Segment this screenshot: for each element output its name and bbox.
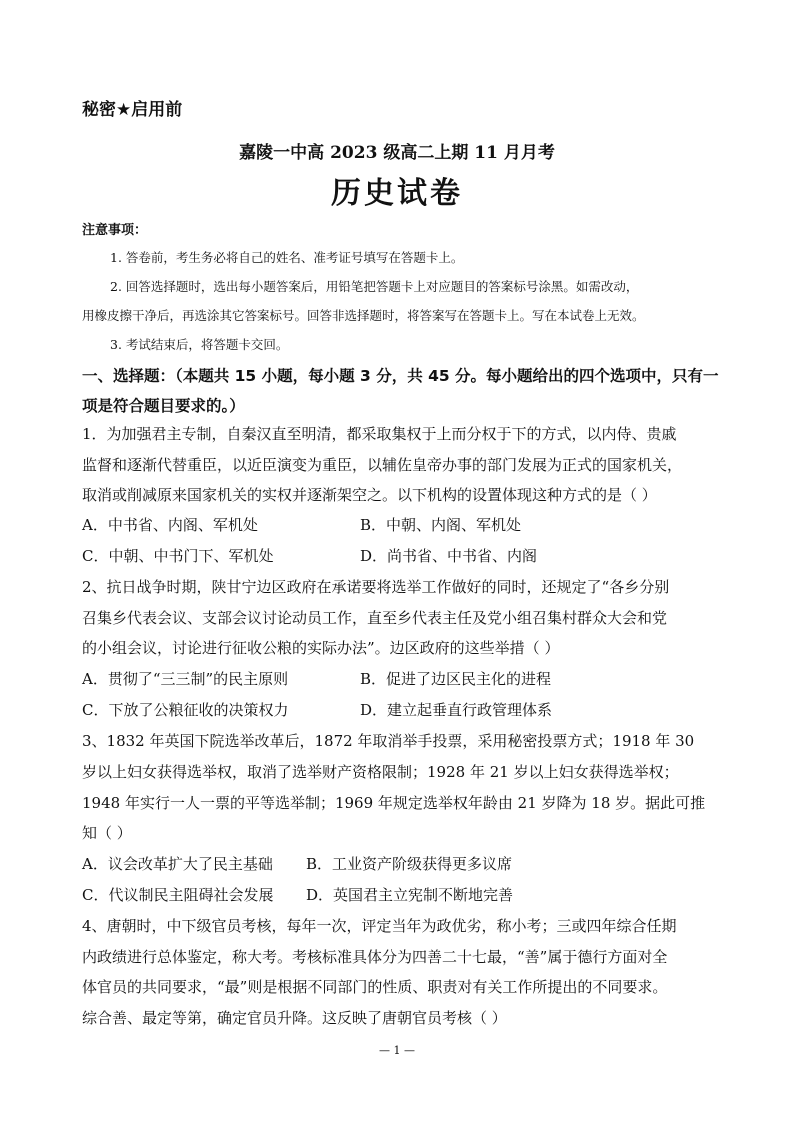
- section-heading: 一、选择题：（本题共 15 小题，每小题 3 分，共 45 分。每小题给出的四个选项中，只有一: [82, 367, 719, 385]
- question-2-option-d: D．建立起垂直行政管理体系: [360, 701, 553, 719]
- question-3-line-3: 1948 年实行一人一票的平等选举制；1969 年规定选举权年龄由 21 岁降为 18 岁。据此可推: [82, 794, 706, 812]
- question-3-option-a: A．议会改革扩大了民主基础: [82, 855, 273, 873]
- question-3-option-b: B．工业资产阶级获得更多议席: [306, 855, 513, 873]
- exam-subtitle: 嘉陵一中高 2023 级高二上期 11 月月考: [239, 143, 555, 163]
- page-title: 历史试卷: [331, 176, 463, 211]
- notice-item-2-cont: 用橡皮擦干净后，再选涂其它答案标号。回答非选择题时，将答案写在答题卡上。写在本试卷上无效。: [82, 308, 645, 323]
- question-2-option-a: A．贯彻了“三三制”的民主原则: [82, 670, 289, 688]
- notice-item-1: 1. 答卷前，考生务必将自己的姓名、准考证号填写在答题卡上。: [110, 250, 464, 265]
- question-1-line-2: 监督和逐渐代替重臣，以近臣演变为重臣，以辅佐皇帝办事的部门发展为正式的国家机关，: [82, 456, 683, 474]
- question-1-line-1: 1．为加强君主专制，自秦汉直至明清，都采取集权于上而分权于下的方式，以内侍、贵戚: [82, 425, 677, 443]
- section-heading-cont: 项是符合题目要求的。）: [82, 397, 245, 415]
- question-4-line-3: 体官员的共同要求，“最”则是根据不同部门的性质、职责对有关工作所提出的不同要求。: [82, 978, 668, 996]
- notice-item-3: 3. 考试结束后，将答题卡交回。: [110, 337, 289, 352]
- question-1-option-b: B．中朝、内阁、军机处: [360, 516, 522, 534]
- question-3-option-d: D．英国君主立宪制不断地完善: [306, 886, 514, 904]
- question-3-line-4: 知（ ）: [82, 824, 132, 842]
- question-2-option-b: B．促进了边区民主化的进程: [360, 670, 552, 688]
- question-3-line-1: 3、1832 年英国下院选举改革后，1872 年取消举手投票，采用秘密投票方式；1918 年 30: [82, 732, 695, 750]
- question-2-line-1: 2、抗日战争时期，陕甘宁边区政府在承诺要将选举工作做好的同时，还规定了“各乡分别: [82, 578, 670, 596]
- question-1-option-d: D．尚书省、中书省、内阁: [360, 547, 538, 565]
- question-4-line-1: 4、唐朝时，中下级官员考核，每年一次，评定当年为政优劣，称小考；三或四年综合任期: [82, 917, 677, 935]
- notice-item-2: 2. 回答选择题时，选出每小题答案后，用铅笔把答题卡上对应题目的答案标号涂黑。如需改动，: [110, 279, 639, 294]
- question-4-line-4: 综合善、最定等第，确定官员升降。这反映了唐朝官员考核（ ）: [82, 1009, 507, 1027]
- page-number: — 1 —: [379, 1044, 415, 1057]
- notice-heading: 注意事项：: [82, 223, 148, 238]
- question-3-option-c: C．代议制民主阻碍社会发展: [82, 886, 274, 904]
- question-1-line-3: 取消或削减原来国家机关的实权并逐渐架空之。以下机构的设置体现这种方式的是（ ）: [82, 486, 657, 504]
- question-2-option-c: C．下放了公粮征收的决策权力: [82, 701, 289, 719]
- question-4-line-2: 内政绩进行总体鉴定，称大考。考核标准具体分为四善二十七最，“善”属于德行方面对全: [82, 948, 668, 966]
- question-1-option-c: C．中朝、中书门下、军机处: [82, 547, 274, 565]
- question-2-line-3: 的小组会议，讨论进行征收公粮的实际办法”。边区政府的这些举措（ ）: [82, 639, 560, 657]
- question-3-line-2: 岁以上妇女获得选举权，取消了选举财产资格限制；1928 年 21 岁以上妇女获得选举权；: [82, 763, 679, 781]
- question-1-option-a: A．中书省、内阁、军机处: [82, 516, 258, 534]
- question-2-line-2: 召集乡代表会议、支部会议讨论动员工作，直至乡代表主任及党小组召集村群众大会和党: [82, 609, 668, 627]
- confidential-label: 秘密★启用前: [82, 100, 183, 120]
